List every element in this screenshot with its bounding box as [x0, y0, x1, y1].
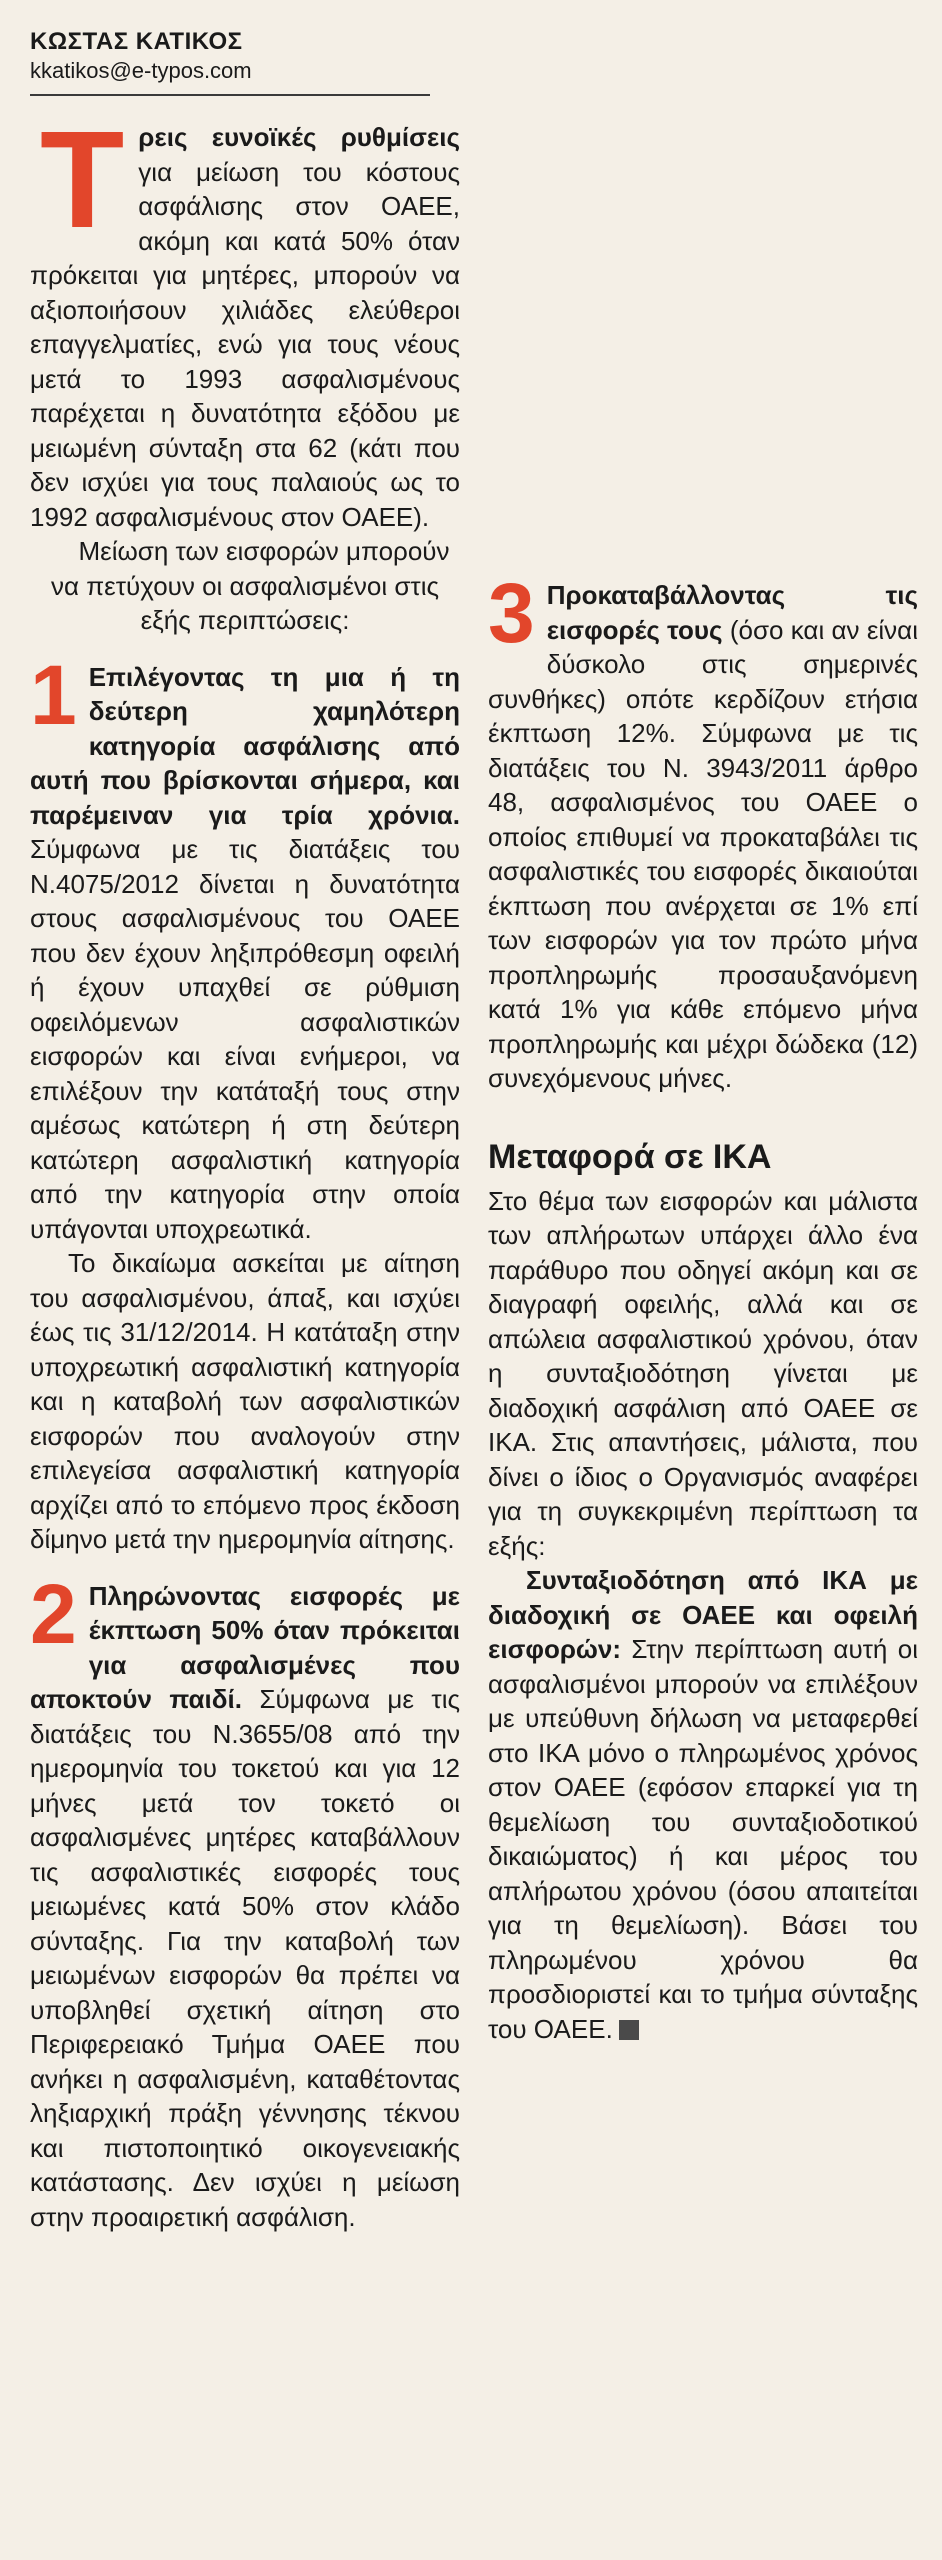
transfer-paragraph-1: Στο θέμα των εισφορών και μάλιστα των απλήρωτων υπάρχει άλλο ένα παράθυρο που οδηγεί ακόμη και σε διαγραφή οφειλής, αλλά και σε απώλεια ασφαλιστικού χρόνου, όταν η συνταξιοδότηση γίνεται με διαδοχική ασφάλιση από ΟΑΕΕ σε ΙΚΑ. Στις απαντήσεις, μάλιστα, που δίνει ο ίδιος ο Οργανισμός αναφέρει για τη συγκεκριμένη περίπτωση τα εξής: [488, 1185, 918, 1561]
section-3-heading: Προκαταβάλλοντας τις εισφορές τους [546, 580, 918, 645]
intro-paragraph [30, 103, 460, 534]
section-1-number: 1 [30, 647, 77, 742]
intro-lead: ρεις ευνοϊκές ρυθμίσεις [138, 122, 460, 152]
section-1-text: Σύμφωνα με τις διατάξεις του Ν.4075/2012 δίνεται η δυνατότητα στους ασφαλισμένους του ΟΑΕΕ που δεν έχουν ληξιπρόθεσμη οφειλή ή έχουν υπαχθεί σε ρύθμιση οφειλόμενων ασφαλιστικών εισφορών και είναι ενήμεροι, να επιλέξουν την κατάταξή τους στην αμέσως κατώτερη ή στη δεύτερη κατώτερη ασφαλιστική κατηγορία από την κατηγορία στην οποία υπάγονται υποχρεωτικά. [30, 834, 460, 1244]
transfer-bold-lead: Συνταξιοδότηση από ΙΚΑ με διαδοχική σε ΟΑΕΕ και οφειλή εισφορών: [488, 1565, 918, 1664]
section-2 [30, 1566, 461, 2235]
author-email[interactable]: kkatikos@e-typos.com [30, 58, 252, 83]
section-2-heading: Πληρώνοντας εισφορές με έκπτωση 50% όταν πρόκειται για ασφαλισμένες που αποκτούν παιδί. [30, 1580, 460, 1714]
intro-text: για μείωση του κόστους ασφάλισης στον ΟΑΕΕ, ακόμη και κατά 50% όταν πρόκειται για μητέρες, μπορούν να αξιοποιήσουν χιλιάδες ελεύθεροι επαγγελματίες, ενώ για τους νέους μετά το 1993 ασφαλισμένους παρέχεται η δυνατότητα εξόδου με μειωμένη σύνταξη στα 62 (κάτι που δεν ισχύει για τους παλαιούς ως το 1992 ασφαλισμένους στον ΟΑΕΕ). [30, 156, 460, 532]
drop-cap: Τ [40, 103, 125, 257]
left-column [30, 28, 460, 2234]
end-mark-icon [619, 2020, 639, 2040]
section-3 [488, 566, 918, 1096]
section-3-text: (όσο και αν είναι δύσκολο στις σημερινές συνθήκες) οπότε κερδίζουν ετήσια έκπτωση 12%. Σύμφωνα με τις διατάξεις του Ν. 3943/2011 άρθρο 48, ασφαλισμένος του ΟΑΕΕ ο οποίος επιθυμεί να προκαταβάλει τις ασφαλιστικές του εισφορές δικαιούται έκπτωση που ανέρχεται σε 1% επί των εισφορών για τον πρώτο μήνα προπληρωμής προσαυξανόμενη κατά 1% για κάθε επόμενο μήνα προπληρωμής και μέχρι δώδεκα (12) συνεχόμενους μήνες. [488, 614, 918, 1093]
section-3-number: 3 [488, 566, 535, 660]
section-1-heading: Επιλέγοντας τη μια ή τη δεύτερη χαμηλότερη κατηγορία ασφάλισης από αυτή που βρίσκονται σήμερα, και παρέμειναν για τρία χρόνια. [30, 661, 460, 830]
transfer-subhead: Μεταφορά σε ΙΚΑ [488, 1137, 772, 1176]
transfer-paragraph-2 [488, 1563, 918, 2046]
section-2-number: 2 [30, 1566, 77, 1661]
author-name: ΚΩΣΤΑΣ ΚΑΤΙΚΟΣ [30, 28, 243, 55]
section-2-text: Σύμφωνα με τις διατάξεις του Ν.3655/08 από την ημερομηνία του τοκετού και για 12 μήνες μετά τον τοκετό οι ασφαλισμένες μητέρες καταβάλλουν τις ασφαλιστικές εισφορές τους μειωμένες κατά 50% στον κλάδο σύνταξης. Για την καταβολή των μειωμένων εισφορών θα πρέπει να υποβληθεί σχετική αίτηση στο Περιφερειακό Τμήμα ΟΑΕΕ που ανήκει η ασφαλισμένη, καταθέτοντας ληξιαρχική πράξη γέννησης τέκνου και πιστοποιητικό οικογενειακής κατάστασης. Δεν ισχύει η μείωση στην προαιρετική ασφάλιση. [30, 1684, 461, 2232]
right-column [488, 18, 918, 2046]
transfer-text: Στην περίπτωση αυτή οι ασφαλισμένοι μπορούν να επιλέξουν με υπεύθυνη δήλωση να μεταφερθεί στο ΙΚΑ μόνο ο πληρωμένος χρόνος στον ΟΑΕΕ (εφόσον επαρκεί για τη θεμελίωση του συνταξιοδοτικού δικαιώματος) ή και μέρος του απλήρωτου χρόνου (όσου απαιτείται για τη θεμελίωση). Βάσει του πληρωμένου χρόνου θα προσδιοριστεί και το τμήμα σύνταξης του ΟΑΕΕ. [488, 1634, 918, 2044]
section-1 [30, 647, 460, 1557]
intro-paragraph-2: Μείωση των εισφορών μπορούν να πετύχουν οι ασφαλισμένοι στις εξής περιπτώσεις: [50, 536, 450, 635]
header-divider [30, 94, 430, 96]
section-1-paragraph-2: Το δικαίωμα ασκείται με αίτηση του ασφαλισμένου, άπαξ, και ισχύει έως τις 31/12/2014. Η κατάταξη στην υποχρεωτική ασφαλιστική κατηγορία και η καταβολή των ασφαλιστικών εισφορών που αναλογούν στην επιλεγείσα ασφαλιστική κατηγορία αρχίζει από το επόμενο προς έκδοση δίμηνο μετά την ημερομηνία αίτησης. [30, 1248, 460, 1554]
